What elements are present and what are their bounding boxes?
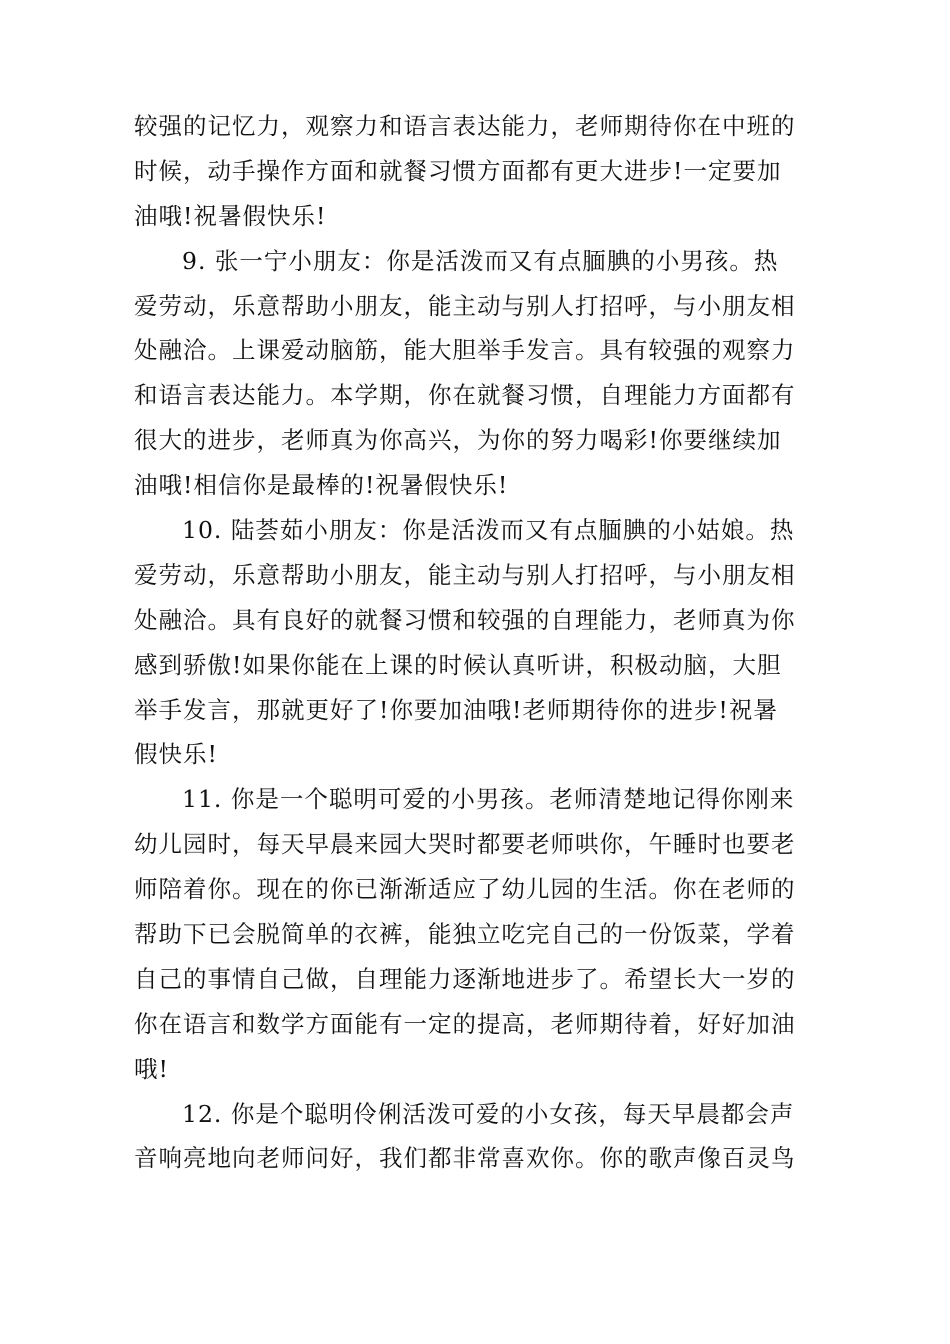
text-line: 你在语言和数学方面能有一定的提高，老师期待着，好好加油	[134, 1009, 796, 1038]
text-line: 较强的记忆力，观察力和语言表达能力，老师期待你在中班的	[134, 112, 796, 140]
paragraph-item-12	[134, 1092, 824, 1182]
paragraph-item-10	[134, 508, 824, 777]
text-line: 哦!	[134, 1054, 169, 1083]
text-line: 很大的进步，老师真为你高兴，为你的努力喝彩!你要继续加	[134, 426, 782, 455]
text-line: 时候，动手操作方面和就餐习惯方面都有更大进步!一定要加	[134, 156, 782, 185]
text-line: 爱劳动，乐意帮助小朋友，能主动与别人打招呼，与小朋友相	[134, 291, 796, 320]
text-line: 假快乐!	[134, 740, 218, 769]
text-line: 感到骄傲!如果你能在上课的时候认真听讲，积极动脑，大胆	[134, 650, 782, 679]
text-line: 帮助下已会脱简单的衣裤，能独立吃完自己的一份饭菜，学着	[134, 920, 796, 949]
text-line: 师陪着你。现在的你已渐渐适应了幼儿园的生活。你在老师的	[134, 875, 796, 904]
text-line: 9. 张一宁小朋友：你是活泼而又有点腼腆的小男孩。热	[182, 246, 779, 275]
document-body	[134, 104, 824, 1181]
text-line: 10. 陆荟茹小朋友：你是活泼而又有点腼腆的小姑娘。热	[182, 516, 795, 545]
text-line: 油哦!相信你是最棒的!祝暑假快乐!	[134, 471, 509, 500]
text-line: 处融洽。具有良好的就餐习惯和较强的自理能力，老师真为你	[134, 605, 796, 634]
paragraph-continuation	[134, 104, 824, 239]
text-line: 幼儿园时，每天早晨来园大哭时都要老师哄你，午睡时也要老	[134, 830, 796, 859]
paragraph-item-9	[134, 239, 824, 508]
text-line: 处融洽。上课爱动脑筋，能大胆举手发言。具有较强的观察力	[134, 336, 796, 365]
text-line: 爱劳动，乐意帮助小朋友，能主动与别人打招呼，与小朋友相	[134, 560, 796, 589]
text-line: 和语言表达能力。本学期，你在就餐习惯，自理能力方面都有	[134, 381, 796, 410]
text-line: 自己的事情自己做，自理能力逐渐地进步了。希望长大一岁的	[134, 964, 796, 993]
text-line: 举手发言，那就更好了!你要加油哦!老师期待你的进步!祝暑	[134, 695, 778, 724]
text-line: 音响亮地向老师问好，我们都非常喜欢你。你的歌声像百灵鸟	[134, 1144, 796, 1173]
paragraph-item-11	[134, 777, 824, 1091]
text-line: 油哦!祝暑假快乐!	[134, 201, 327, 230]
text-line: 12. 你是个聪明伶俐活泼可爱的小女孩，每天早晨都会声	[182, 1099, 795, 1128]
text-line: 11. 你是一个聪明可爱的小男孩。老师清楚地记得你刚来	[182, 785, 795, 814]
